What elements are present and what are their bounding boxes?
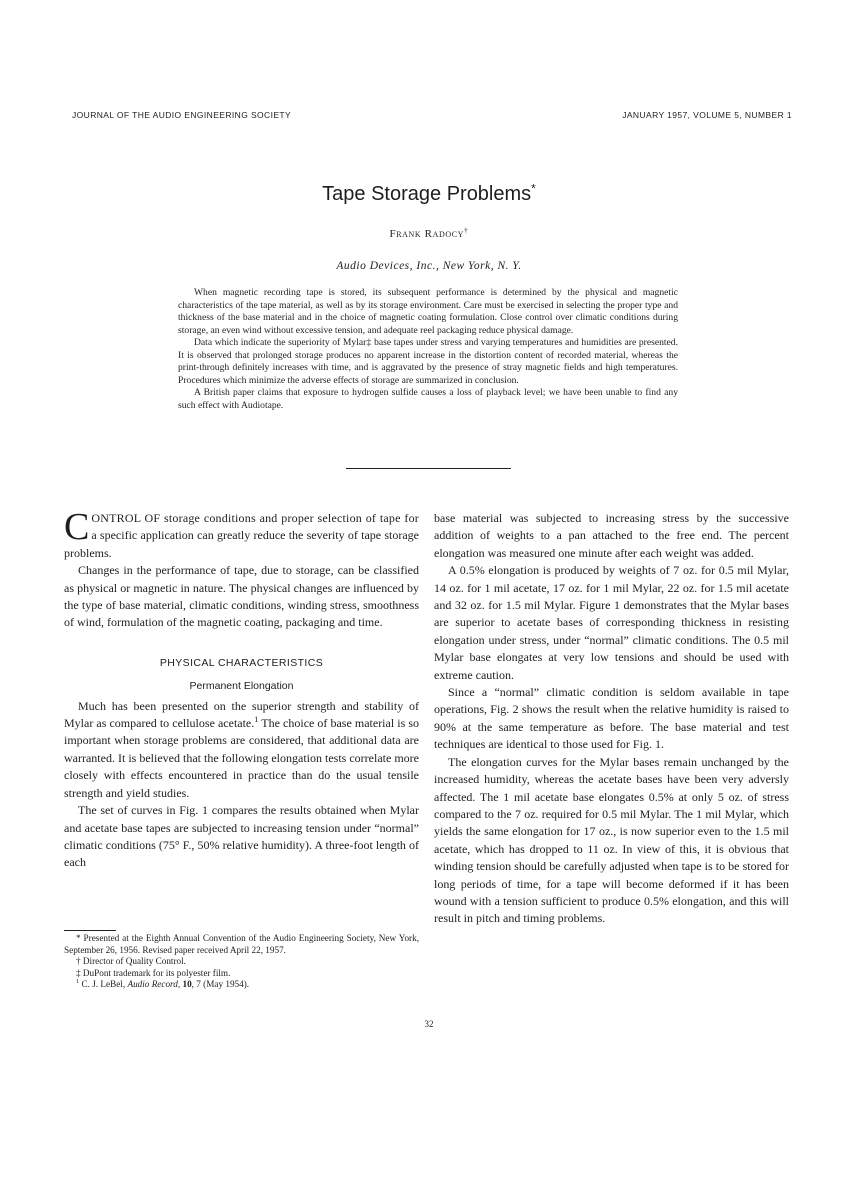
section-heading: PHYSICAL CHARACTERISTICS (159, 656, 324, 669)
abstract-paragraph: Data which indicate the superiority of Mylar‡ base tapes under stress and varying temperatures and humidities are presented. It is observed that prolonged storage produces no apparent increase in the distortion content of recorded material, whereas the print-through definitely increases with time, and is aggravated by the presence of stray magnetic fields and high temperatures. Procedures which minimize the adverse effects of storage are summarized in conclusion. (178, 337, 678, 386)
body-paragraph: The set of curves in Fig. 1 compares the results obtained when Mylar and acetate base tapes are subjected to increasing tension under “normal” climatic conditions (75° F., 50% relative humidity). A three-foot length of each (64, 803, 419, 870)
footnote: * Presented at the Eighth Annual Convention of the Audio Engineering Society, New York, September 26, 1956. Revised paper received April 22, 1957. (64, 933, 419, 955)
body-text: The choice of base material is so important when storage problems are considered, that additional data are warranted. It is believed that the following elongation tests correlate more closely with effects encountered in practice than do the usual tensile strength and yield studies. (64, 716, 419, 800)
subsection-heading: Permanent Elongation (189, 680, 294, 693)
author-name: Frank Radocy (389, 228, 465, 240)
body-paragraph: Changes in the performance of tape, due to storage, can be classified as physical or magnetic in nature. The physical changes are influenced by the type of base material, climatic conditions, winding stress, smoothness of wind, formulation of the magnetic coating, packaging and time. (64, 563, 419, 630)
footnote (64, 979, 419, 991)
reference-mark: 1 (254, 715, 259, 725)
abstract-paragraph: When magnetic recording tape is stored, its subsequent performance is determined by the physical and magnetic characteristics of the tape material, as well as by its storage environment. Care must be exercised in selecting the proper type and thickness of the base material and in the choice of magnetic coating formulation. Close control over climatic conditions during storage, an even wind without excessive tension, and adequate reel packaging reduce physical damage. (178, 287, 678, 336)
footnote-mark: 1 (76, 978, 80, 986)
drop-cap: C (64, 506, 90, 548)
body-paragraph: base material was subjected to increasing stress by the successive addition of weights to a pan attached to the free end. The percent elongation was measured one minute after each weight was added. (434, 511, 789, 560)
article-title (0, 183, 858, 206)
body-paragraph: A 0.5% elongation is produced by weights of 7 oz. for 0.5 mil Mylar, 14 oz. for 1 mil acetate, 17 oz. for 1 mil Mylar, 22 oz. for 1.5 mil acetate and 32 oz. for 1.5 mil Mylar. Figure 1 demonstrates that the Mylar bases are superior to acetate bases of corresponding thickness in resisting elongation under stress, under “normal” climatic conditions. The 0.5 mil Mylar base elongates at very low tensions and should be used with extreme caution. (434, 563, 789, 682)
body-paragraph: The elongation curves for the Mylar bases remain unchanged by the increased humidity, whereas the acetate bases have been very adversly affected. The 1 mil acetate base elongates 0.5% at only 5 oz. of stress compared to the 7 oz. required for 0.5 mil Mylar. The 1 mil Mylar, which yields the same elongation for 17 oz., is now superior even to the 1.5 mil acetate, which has dropped to 11 oz. In view of this, it is obvious that winding tension should be carefully adjusted when tape is to be stored for long periods of time, for a tape will become deformed if it has been wound with a tension sufficient to produce 0.5% elongation, and this will result in pitch and timing problems. (434, 754, 789, 926)
footnote-text: C. J. LeBel, (79, 979, 128, 990)
abstract (178, 287, 678, 412)
footnote-journal: Audio Record, (127, 979, 181, 990)
intro-paragraph (64, 506, 419, 562)
left-column (64, 506, 419, 872)
body-paragraph (64, 698, 419, 802)
author-footnote-mark: † (464, 225, 469, 235)
page-number: 32 (424, 1019, 434, 1029)
right-column (434, 510, 789, 928)
running-header-journal: JOURNAL OF THE AUDIO ENGINEERING SOCIETY (72, 110, 292, 120)
abstract-paragraph: A British paper claims that exposure to hydrogen sulfide causes a loss of playback level; we have been unable to find any such effect with Audiotape. (178, 387, 678, 411)
body-paragraph: Since a “normal” climatic condition is seldom available in tape operations, Fig. 2 shows the result when the relative humidity is raised to 90% at the same temperature as before. The base material and test techniques are identical to those used for Fig. 1. (434, 685, 789, 752)
footnote: † Director of Quality Control. (76, 956, 186, 967)
intro-text: ONTROL OF storage conditions and proper selection of tape for a specific application can greatly reduce the severity of tape storage problems. (64, 511, 419, 560)
footnote-volume: 10 (180, 979, 192, 990)
footnote-text: , 7 (May 1954). (191, 979, 250, 990)
author-line (0, 225, 858, 240)
footnotes (64, 933, 419, 991)
body-text: Much has been presented on the superior strength and stability of Mylar as compared to cellulose acetate. (64, 698, 419, 731)
footnote-rule (64, 930, 116, 931)
title-footnote-mark: * (531, 181, 536, 196)
title-text: Tape Storage Problems (322, 183, 532, 205)
footnote: ‡ DuPont trademark for its polyester film. (76, 967, 231, 978)
section-divider (346, 468, 511, 469)
running-header-issue: JANUARY 1957, VOLUME 5, NUMBER 1 (622, 110, 792, 120)
author-affiliation: Audio Devices, Inc., New York, N. Y. (336, 260, 522, 272)
